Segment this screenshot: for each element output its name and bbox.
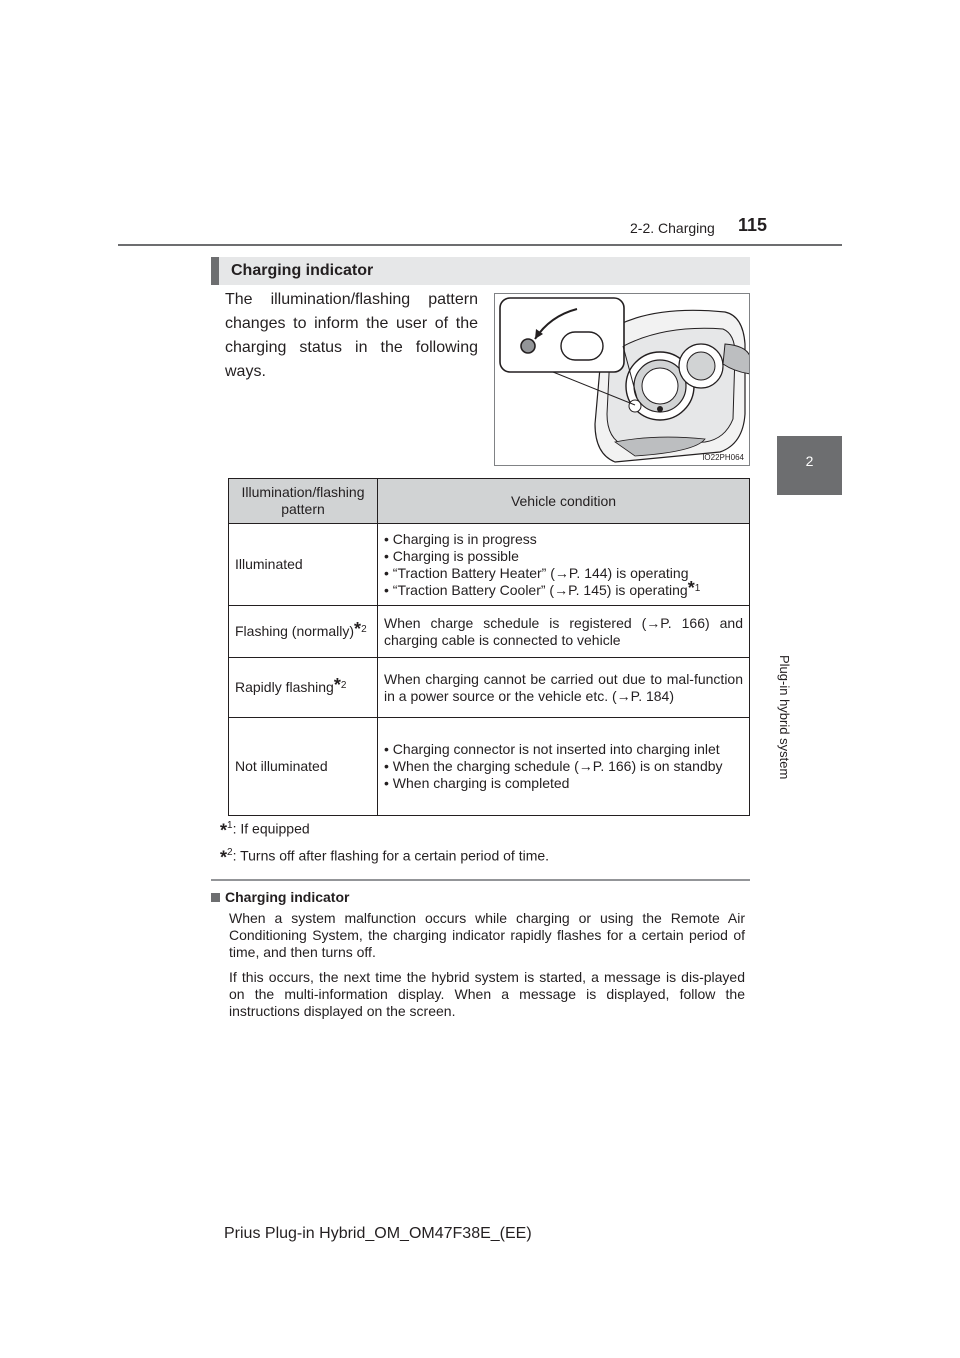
figure-code: IO22PH064 [702, 453, 744, 462]
table-cell-pattern: Illuminated [229, 524, 378, 606]
table-cell-condition: When charging cannot be carried out due to mal-function in a power source or the vehicle etc. (→P. 184) [378, 658, 750, 718]
list-item: • When the charging schedule (→P. 166) is on standby [384, 758, 723, 774]
table-cell-condition [378, 718, 750, 816]
table-cell-pattern: Flashing (normally)$^{*2}$ [229, 606, 378, 658]
note-heading: Charging indicator [211, 889, 349, 905]
table-row [229, 524, 750, 606]
list-item: • Charging is possible [384, 547, 519, 564]
list-item: • When charging is completed [384, 775, 570, 791]
intro-paragraph: The illumination/flashing pattern changes to inform the user of the charging status in the following ways. [225, 291, 478, 380]
section-heading-text: Charging indicator [231, 262, 374, 279]
note-square-icon [211, 893, 220, 902]
table-header-row [229, 479, 750, 524]
header-section-title: 2-2. Charging [630, 220, 715, 236]
table-row [229, 658, 750, 718]
section-heading [211, 257, 750, 285]
list-item: • Charging connector is not inserted into charging inlet [384, 741, 720, 757]
footer-doc-id: Prius Plug-in Hybrid_OM_OM47F38E_(EE) [224, 1225, 532, 1242]
footnote-1: *$^1$: If equipped [220, 820, 310, 841]
footnote-2: *$^2$: Turns off after flashing for a certain period of time. [220, 847, 550, 868]
note-paragraph-1: When a system malfunction occurs while charging or using the Remote Air Conditioning System, the charging indicator rapidly flashes for a certain period of time, and then turns off. [229, 910, 745, 960]
section-divider [211, 879, 750, 881]
list-item: • “Traction Battery Heater” (→P. 144) is operating [384, 564, 689, 581]
table-cell-condition [378, 524, 750, 606]
table-cell-pattern: Rapidly flashing$^{*2}$ [229, 658, 378, 718]
chapter-tab-number: 2 [805, 453, 814, 469]
table-cell-pattern: Not illuminated [229, 718, 378, 816]
list-item: • Charging is in progress [384, 530, 537, 547]
table-row [229, 606, 750, 658]
table-header-pattern: Illumination/flashing pattern [229, 479, 378, 524]
list-item: • “Traction Battery Cooler” (→P. 145) is operating$^{*1}$ [384, 577, 701, 598]
table-header-condition: Vehicle condition [378, 479, 750, 524]
table-cell-condition: When charge schedule is registered (→P. 166) and charging cable is connected to vehicle [378, 606, 750, 658]
charging-indicator-table [228, 478, 750, 816]
charging-port-illustration [494, 293, 750, 466]
header-rule [118, 244, 842, 246]
charging-port-drawing [495, 294, 750, 466]
chapter-tab-label: Plug-in hybrid system [777, 655, 792, 780]
page-number: 115 [738, 215, 768, 235]
note-paragraph-2: If this occurs, the next time the hybrid system is started, a message is dis-played on the multi-information display. When a message is displayed, follow the instructions displayed on the screen. [229, 969, 745, 1019]
table-row [229, 718, 750, 816]
